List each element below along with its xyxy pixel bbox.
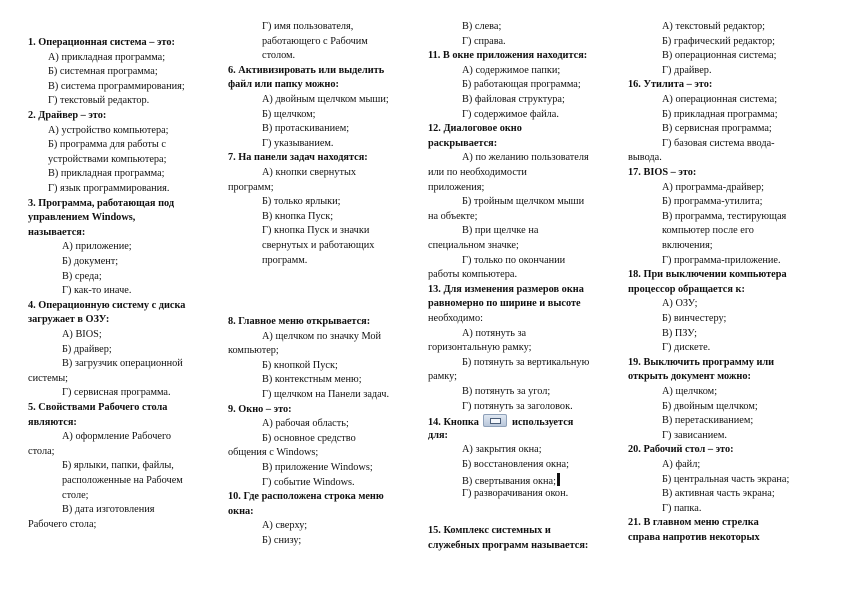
window-button-icon bbox=[483, 414, 507, 427]
answer-line: Г) событие Windows. bbox=[262, 476, 355, 488]
answer-line: Б) кнопкой Пуск; bbox=[262, 359, 338, 371]
answer-line: А) закрытия окна; bbox=[462, 444, 542, 456]
answer-line: работающего с Рабочим bbox=[262, 35, 368, 47]
question-line: 10. Где расположена строка меню bbox=[228, 491, 384, 503]
answer-line: Б) двойным щелчком; bbox=[662, 400, 758, 412]
answer-line: А) ОЗУ; bbox=[662, 298, 698, 310]
answer-line: Б) ярлыки, папки, файлы, bbox=[62, 460, 174, 472]
answer-line: программ. bbox=[262, 254, 308, 266]
answer-line: системы; bbox=[28, 372, 69, 384]
question-line: 15. Комплекс системных и bbox=[428, 525, 551, 536]
question-line: управлением Windows, bbox=[28, 212, 136, 224]
answer-line: Б) графический редактор; bbox=[662, 35, 775, 47]
question-line: для: bbox=[428, 429, 448, 441]
answer-line: работы компьютера. bbox=[428, 269, 518, 281]
answer-line: В) дата изготовления bbox=[62, 504, 155, 516]
answer-line: А) программа-драйвер; bbox=[662, 181, 764, 193]
question-line: процессор обращается к: bbox=[628, 283, 745, 295]
answer-line: Б) снизу; bbox=[262, 535, 302, 546]
answer-line: Б) системная программа; bbox=[48, 66, 158, 78]
question-line: 21. В главном меню стрелка bbox=[628, 517, 759, 529]
answer-line: А) файл; bbox=[662, 459, 701, 470]
answer-line: Г) базовая система ввода- bbox=[662, 137, 775, 149]
answer-line: приложения; bbox=[428, 181, 485, 193]
answer-line: стола; bbox=[28, 445, 55, 457]
question-line: 19. Выключить программу или bbox=[628, 356, 775, 368]
answer-line: В) приложение Windows; bbox=[262, 462, 373, 473]
question-line: файл или папку можно: bbox=[228, 79, 339, 91]
answer-line: Г) сервисная программа. bbox=[62, 387, 171, 399]
answer-line: В) файловая структура; bbox=[462, 94, 565, 105]
answer-line: включения; bbox=[662, 240, 713, 251]
answer-line: В) загрузчик операционной bbox=[62, 358, 183, 370]
answer-line: Г) указыванием. bbox=[262, 137, 334, 149]
question-line: 5. Свойствами Рабочего стола bbox=[28, 402, 168, 413]
answer-line: В) ПЗУ; bbox=[662, 327, 697, 339]
question-line: 20. Рабочий стол – это: bbox=[628, 444, 734, 456]
answer-line: Б) документ; bbox=[62, 256, 119, 267]
answer-line: В) свертывания окна; bbox=[428, 473, 560, 490]
question-line: являются: bbox=[28, 416, 77, 428]
answer-line: В) сервисная программа; bbox=[662, 123, 772, 135]
question-line: 11. В окне приложения находится: bbox=[428, 50, 588, 62]
question-line: 3. Программа, работающая под bbox=[28, 197, 175, 209]
question-line: 13. Для изменения размеров окна bbox=[428, 283, 584, 295]
answer-line: Б) восстановления окна; bbox=[462, 459, 569, 470]
answer-line: Г) кнопка Пуск и значки bbox=[262, 225, 370, 237]
answer-line: А) рабочая область; bbox=[262, 418, 349, 430]
answer-line: Б) работающая программа; bbox=[462, 79, 581, 91]
answer-line: свернутых и работающих bbox=[262, 240, 375, 251]
answer-line: вывода. bbox=[628, 152, 662, 164]
answer-line: В) прикладная программа; bbox=[48, 168, 165, 180]
answer-line: В) слева; bbox=[462, 21, 502, 32]
answer-line: А) операционная система; bbox=[662, 94, 778, 105]
answer-line: Г) справа. bbox=[462, 35, 506, 47]
answer-line: А) устройство компьютера; bbox=[48, 124, 169, 136]
answer-line: А) приложение; bbox=[62, 241, 132, 253]
answer-line: Рабочего стола; bbox=[28, 518, 97, 530]
answer-line: А) прикладная программа; bbox=[48, 51, 166, 63]
answer-line: Г) программа-приложение. bbox=[662, 254, 781, 266]
answer-line: устройствами компьютера; bbox=[48, 153, 167, 165]
answer-line: А) содержимое папки; bbox=[462, 64, 561, 76]
answer-line: В) при щелчке на bbox=[462, 225, 539, 237]
answer-line: столом. bbox=[262, 50, 296, 62]
question-line: 16. Утилита – это: bbox=[628, 79, 713, 91]
answer-line: Г) дискете. bbox=[662, 342, 711, 354]
answer-line: В) контекстным меню; bbox=[262, 374, 362, 386]
question-line: раскрывается: bbox=[428, 137, 498, 149]
question-line: 9. Окно – это: bbox=[228, 403, 292, 415]
question-line: служебных программ называется: bbox=[428, 539, 589, 551]
answer-line: общения с Windows; bbox=[228, 447, 319, 459]
answer-line: В) кнопка Пуск; bbox=[262, 210, 334, 222]
answer-line: необходимо: bbox=[428, 313, 483, 324]
answer-line: Г) потянуть за заголовок. bbox=[462, 400, 573, 412]
answer-line: Б) программа для работы с bbox=[48, 139, 166, 151]
question-line: окна: bbox=[228, 505, 254, 517]
answer-line: В) операционная система; bbox=[662, 50, 777, 62]
question-line: 12. Диалоговое окно bbox=[428, 123, 522, 135]
answer-line: А) BIOS; bbox=[62, 329, 102, 340]
answer-line: В) среда; bbox=[62, 270, 102, 282]
question-line: 14. Кнопка используется bbox=[428, 414, 573, 431]
answer-line: Г) зависанием. bbox=[662, 429, 727, 441]
question-line: 6. Активизировать или выделить bbox=[228, 64, 385, 76]
answer-line: Б) драйвер; bbox=[62, 343, 112, 355]
answer-line: Г) только по окончании bbox=[462, 254, 566, 266]
answer-line: В) потянуть за угол; bbox=[462, 386, 551, 397]
answer-line: А) текстовый редактор; bbox=[662, 21, 765, 32]
answer-line: А) двойным щелчком мыши; bbox=[262, 94, 389, 105]
question-line: 4. Операционную систему с диска bbox=[28, 299, 186, 311]
answer-line: А) потянуть за bbox=[462, 327, 527, 339]
question-line: 17. BIOS – это: bbox=[628, 167, 697, 178]
answer-line: столе; bbox=[62, 489, 89, 501]
answer-line: Г) щелчком на Панели задач. bbox=[262, 389, 390, 400]
text-cursor-icon bbox=[557, 473, 560, 486]
answer-line: А) по желанию пользователя bbox=[462, 152, 589, 164]
question-line: 2. Драйвер – это: bbox=[28, 110, 107, 121]
question-line: 1. Операционная система – это: bbox=[28, 37, 175, 48]
answer-line: расположенные на Рабочем bbox=[62, 475, 183, 486]
answer-line: А) щелчком; bbox=[662, 386, 718, 397]
answer-line: Б) основное средство bbox=[262, 432, 356, 444]
answer-line: Б) винчестеру; bbox=[662, 313, 727, 324]
question-line: равномерно по ширине и высоте bbox=[428, 298, 581, 310]
answer-line: В) программа, тестирующая bbox=[662, 210, 787, 222]
answer-line: компьютер; bbox=[228, 345, 279, 357]
answer-line: Б) программа-утилита; bbox=[662, 196, 763, 208]
answer-line: Г) содержимое файла. bbox=[462, 108, 559, 120]
answer-line: А) оформление Рабочего bbox=[62, 431, 172, 443]
answer-line: Г) драйвер. bbox=[662, 64, 712, 76]
answer-line: специальном значке; bbox=[428, 240, 519, 251]
answer-line: Г) папка. bbox=[662, 502, 702, 514]
answer-line: рамку; bbox=[428, 371, 457, 383]
answer-line: Б) прикладная программа; bbox=[662, 108, 778, 120]
answer-line: на объекте; bbox=[428, 210, 478, 222]
answer-line: компьютер после его bbox=[662, 225, 754, 237]
answer-line: Б) центральная часть экрана; bbox=[662, 473, 790, 485]
answer-line: Г) разворачивания окон. bbox=[462, 488, 569, 500]
question-line: 8. Главное меню открывается: bbox=[228, 316, 371, 327]
question-line: 18. При выключении компьютера bbox=[628, 269, 787, 281]
answer-line: Б) тройным щелчком мыши bbox=[462, 196, 585, 208]
answer-line: Б) щелчком; bbox=[262, 108, 316, 120]
answer-line: Г) язык программирования. bbox=[48, 183, 170, 194]
answer-line: Г) как-то иначе. bbox=[62, 285, 132, 297]
answer-line: А) кнопки свернутых bbox=[262, 167, 357, 178]
question-line: загружает в ОЗУ: bbox=[28, 314, 110, 326]
answer-line: В) система программирования; bbox=[48, 80, 185, 92]
answer-line: Б) потянуть за вертикальную bbox=[462, 356, 590, 368]
answer-line: программ; bbox=[228, 181, 274, 193]
answer-line: горизонтальную рамку; bbox=[428, 342, 532, 354]
answer-line: Б) только ярлыки; bbox=[262, 196, 341, 208]
answer-line: или по необходимости bbox=[428, 167, 527, 178]
answer-line: А) сверху; bbox=[262, 520, 308, 532]
answer-line: В) протаскиванием; bbox=[262, 123, 350, 135]
question-line: 7. На панели задач находятся: bbox=[228, 152, 368, 164]
question-line: справа напротив некоторых bbox=[628, 532, 760, 543]
question-line: называется: bbox=[28, 226, 86, 238]
answer-line: Г) имя пользователя, bbox=[262, 21, 354, 32]
answer-line: Г) текстовый редактор. bbox=[48, 95, 150, 107]
answer-line: В) перетаскиванием; bbox=[662, 415, 754, 427]
answer-line: А) щелчком по значку Мой bbox=[262, 330, 382, 342]
question-line: открыть документ можно: bbox=[628, 371, 751, 383]
answer-line: В) активная часть экрана; bbox=[662, 488, 775, 500]
